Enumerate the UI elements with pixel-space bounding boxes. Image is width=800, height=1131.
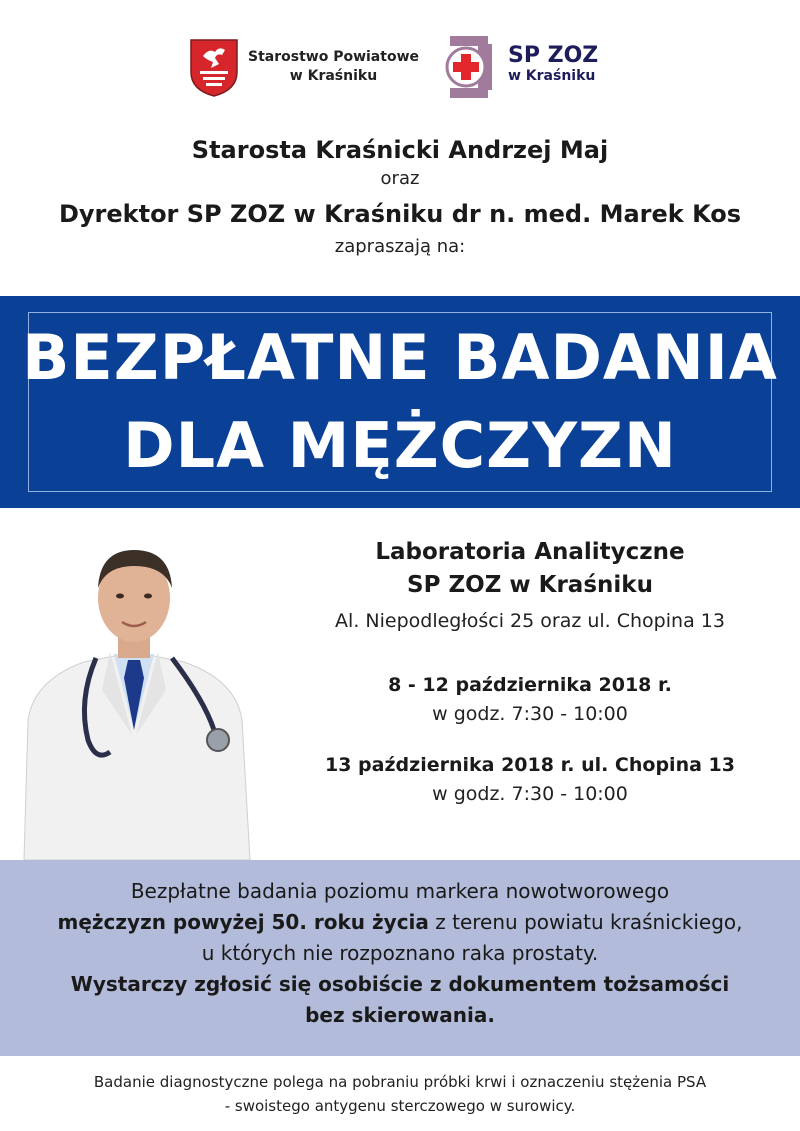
banner-title-line2: DLA MĘŻCZYZN: [123, 409, 677, 482]
starostwo-logo-text: [248, 48, 419, 86]
lab-name-line2: SP ZOZ w Kraśniku: [407, 572, 653, 598]
description-line1: Bezpłatne badania poziomu markera nowotworowego: [130, 879, 670, 903]
footer-line2: - swoistego antygenu sterczowego w surowicy.: [224, 1097, 576, 1115]
hours-2: w godz. 7:30 - 10:00: [432, 783, 628, 805]
description-line2-rest: z terenu powiatu kraśnickiego,: [428, 910, 743, 934]
intro-block: [0, 134, 800, 260]
banner-title-line1: BEZPŁATNE BADANIA: [22, 321, 778, 394]
spzoz-title: SP ZOZ: [508, 43, 599, 68]
intro-zapraszaja: zapraszają na:: [334, 236, 466, 257]
description-target-group: mężczyzn powyżej 50. roku życia: [57, 910, 429, 934]
date-2: 13 października 2018 r. ul. Chopina 13: [325, 754, 735, 776]
header-logos: [0, 36, 800, 102]
lab-name-line1: Laboratoria Analityczne: [375, 539, 685, 565]
banner-title: [0, 314, 800, 490]
intro-starosta: Starosta Kraśnicki Andrzej Maj: [191, 136, 609, 164]
footer-line1: Badanie diagnostyczne polega na pobraniu próbki krwi i oznaczeniu stężenia PSA: [93, 1073, 707, 1091]
red-cross-icon: [442, 36, 502, 98]
intro-dyrektor: Dyrektor SP ZOZ w Kraśniku dr n. med. Marek Kos: [58, 200, 742, 228]
spzoz-logo-text: [508, 44, 598, 84]
doctor-photo: [14, 530, 254, 860]
description-line3: u których nie rozpoznano raka prostaty.: [201, 941, 599, 965]
hours-1: w godz. 7:30 - 10:00: [432, 703, 628, 725]
date-range-1: 8 - 12 października 2018 r.: [388, 674, 672, 696]
description-box: [0, 860, 800, 1056]
description-line2: [0, 907, 800, 938]
spzoz-subtitle: w Kraśniku: [508, 68, 596, 84]
title-banner: [0, 296, 800, 508]
description-line5: bez skierowania.: [305, 1003, 495, 1027]
starostwo-line1: Starostwo Powiatowe: [248, 49, 419, 65]
footer-note: [0, 1070, 800, 1118]
lab-address: Al. Niepodległości 25 oraz ul. Chopina 13: [335, 610, 725, 632]
description-line4: Wystarczy zgłosić się osobiście z dokumentem tożsamości: [70, 972, 730, 996]
intro-oraz: oraz: [380, 168, 420, 189]
starostwo-line2: w Kraśniku: [289, 68, 378, 84]
location-and-dates: [280, 536, 780, 808]
coat-of-arms-icon: [189, 38, 239, 98]
